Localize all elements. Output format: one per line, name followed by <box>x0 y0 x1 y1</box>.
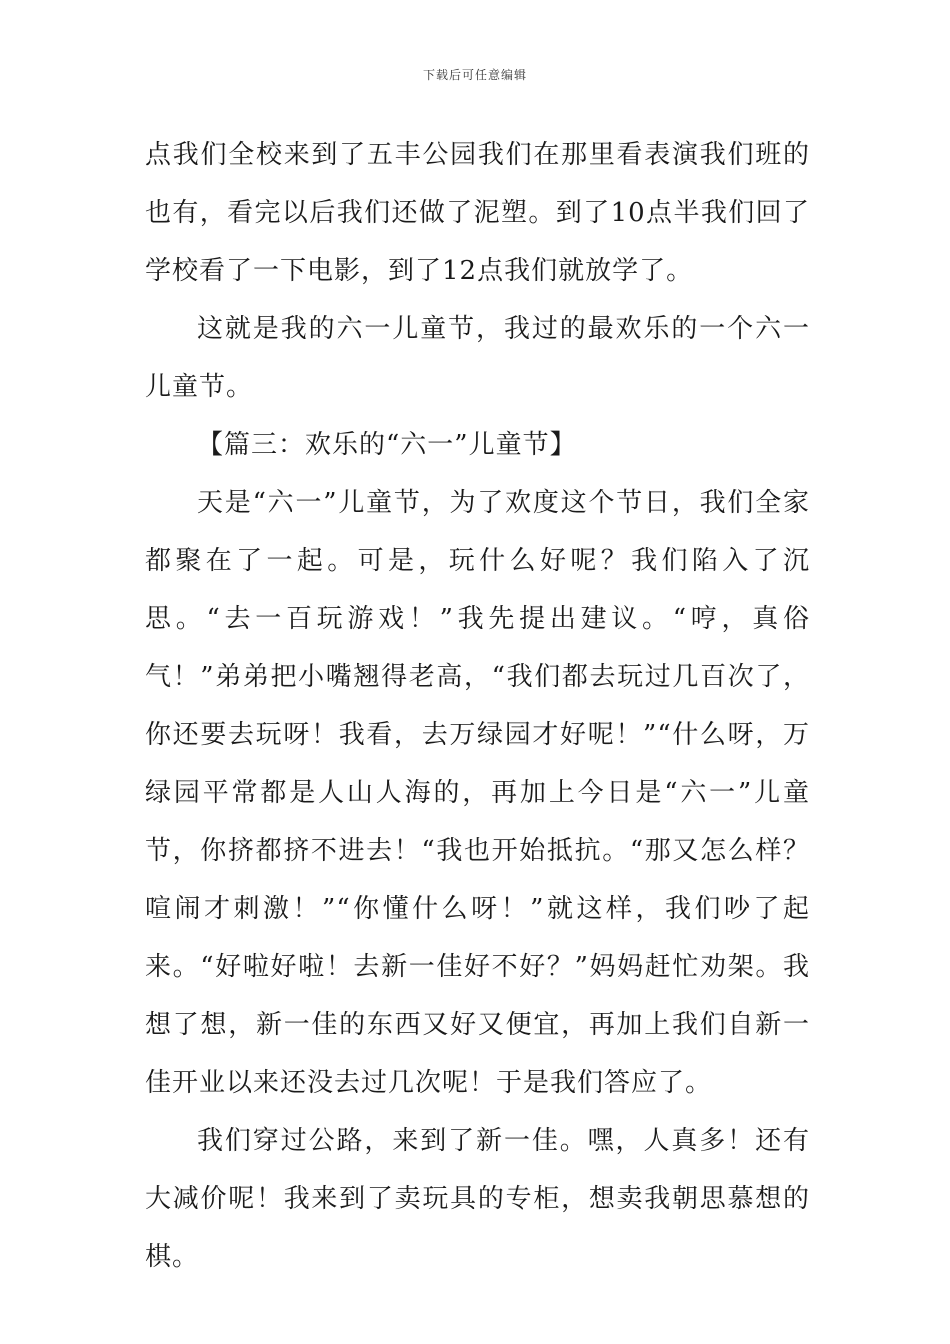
paragraph-continuation: 点我们全校来到了五丰公园我们在那里看表演我们班的也有，看完以后我们还做了泥塑。到了10点半我们回了学校看了一下电影，到了12点我们就放学了。 <box>145 140 810 286</box>
paragraph: 这就是我的六一儿童节，我过的最欢乐的一个六一儿童节。 <box>145 314 810 402</box>
paragraph: 天是“六一”儿童节，为了欢度这个节日，我们全家都聚在了一起。可是，玩什么好呢？我们陷入了沉思。“去一百玩游戏！”我先提出建议。“哼，真俗气！”弟弟把小嘴翘得老高，“我们都去玩过几百次了，你还要去玩呀！我看，去万绿园才好呢！”“什么呀，万绿园平常都是人山人海的，再加上今日是“六一”儿童节，你挤都挤不进去！“我也开始抵抗。“那又怎么样？喧闹才刺激！”“你懂什么呀！”就这样，我们吵了起来。“好啦好啦！去新一佳好不好？”妈妈赶忙劝架。我想了想，新一佳的东西又好又便宜，再加上我们自新一佳开业以来还没去过几次呢！于是我们答应了。 <box>145 488 810 1098</box>
paragraph: 我们穿过公路，来到了新一佳。嘿，人真多！还有大减价呢！我来到了卖玩具的专柜，想卖我朝思慕想的棋。 <box>145 1126 810 1272</box>
document-body <box>145 126 810 1286</box>
section-heading: 【篇三：欢乐的“六一”儿童节】 <box>197 430 577 460</box>
page-header: 下载后可任意编辑 <box>422 68 527 82</box>
